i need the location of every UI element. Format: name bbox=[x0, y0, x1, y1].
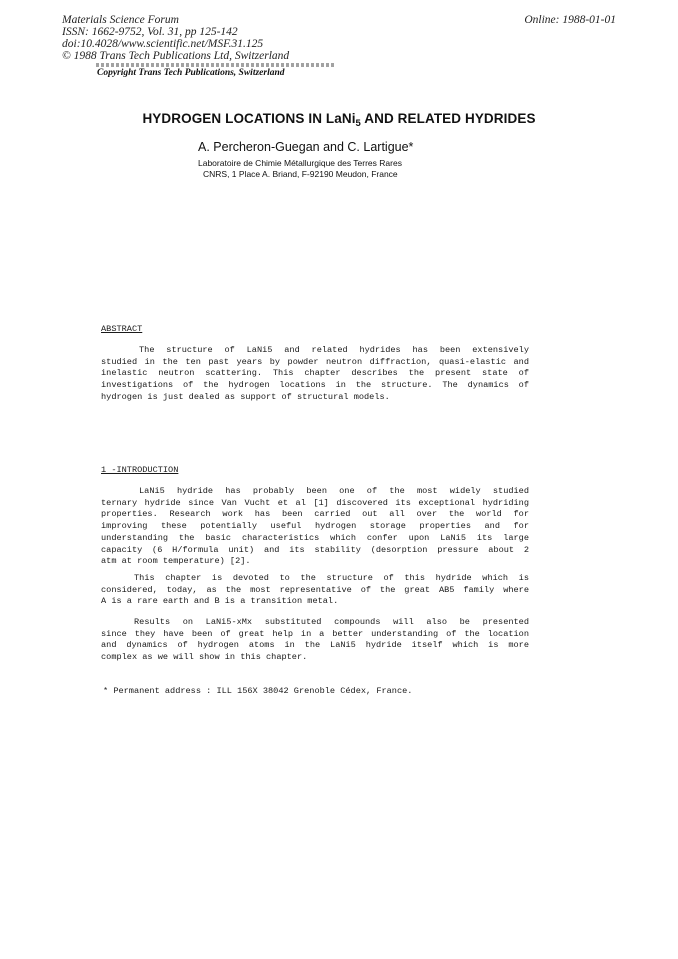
intro-line: ternary hydride since Van Vucht et al [1] discovered its exceptional hydriding bbox=[101, 497, 529, 508]
intro-line: LaNi5 hydride has probably been one of the most widely studied bbox=[139, 486, 529, 496]
affiliation bbox=[198, 158, 458, 180]
title-subscript: 5 bbox=[355, 118, 361, 129]
authors: A. Percheron-Guegan and C. Lartigue* bbox=[198, 140, 414, 154]
introduction-heading: 1 -INTRODUCTION bbox=[101, 465, 179, 475]
intro-line: capacity (6 H/formula unit) and its stability (desorption pressure about 2 bbox=[101, 544, 529, 555]
abstract-line: studied in the ten past years by powder neutron diffraction, quasi-elastic and bbox=[101, 356, 529, 367]
online-date: Online: 1988-01-01 bbox=[524, 14, 616, 26]
abstract-line: hydrogen is just dealed as support of structural models. bbox=[101, 391, 390, 402]
scan-artifact-line bbox=[96, 63, 336, 67]
journal-meta bbox=[62, 14, 582, 62]
publisher-copyright: © 1988 Trans Tech Publications Ltd, Switzerland bbox=[62, 50, 290, 62]
footnote: * Permanent address : ILL 156X 38042 Grenoble Cédex, France. bbox=[103, 686, 413, 696]
issn-line: ISSN: 1662-9752, Vol. 31, pp 125-142 bbox=[62, 26, 238, 38]
abstract-line: inelastic neutron scattering. This chapter describes the present state of bbox=[101, 368, 529, 379]
intro-line: A is a rare earth and B is a transition metal. bbox=[101, 596, 339, 607]
intro-paragraph-2 bbox=[101, 573, 529, 608]
intro-paragraph-3 bbox=[101, 617, 529, 664]
abstract-line: The structure of LaNi5 and related hydrides has been extensively bbox=[139, 345, 529, 355]
intro-line: This chapter is devoted to the structure of this hydride which is bbox=[134, 573, 529, 583]
intro-line: since they have been of great help in a better understanding of the location bbox=[101, 628, 529, 639]
intro-paragraph-1 bbox=[101, 486, 529, 568]
abstract-heading: ABSTRACT bbox=[101, 324, 143, 334]
intro-line: understanding the basic characteristics which confer upon LaNi5 its large bbox=[101, 532, 529, 543]
affiliation-line-2: CNRS, 1 Place A. Briand, F-92190 Meudon, France bbox=[203, 169, 398, 179]
intro-line: improving these potentially useful hydrogen storage properties and for bbox=[101, 521, 529, 532]
abstract-line: investigations of the hydrogen locations in the structure. The dynamics of bbox=[101, 380, 529, 391]
journal-name: Materials Science Forum bbox=[62, 14, 179, 26]
intro-line: considered, today, as the most representative of the great AB5 family where bbox=[101, 584, 529, 595]
paper-title bbox=[0, 111, 678, 129]
title-suffix: AND RELATED HYDRIDES bbox=[360, 111, 536, 126]
intro-line: atm at room temperature) [2]. bbox=[101, 556, 251, 567]
intro-line: properties. Research work has been carried out all over the world for bbox=[101, 509, 529, 520]
intro-line: and dynamics of hydrogen atoms in the LaNi5 hydride itself which is more bbox=[101, 640, 529, 651]
intro-line: Results on LaNi5-xMx substituted compounds will also be presented bbox=[134, 617, 529, 627]
abstract-body bbox=[101, 345, 529, 404]
affiliation-line-1: Laboratoire de Chimie Métallurgique des Terres Rares bbox=[198, 158, 402, 168]
intro-line: complex as we will show in this chapter. bbox=[101, 652, 308, 663]
title-prefix: HYDROGEN LOCATIONS IN LaNi bbox=[142, 111, 356, 126]
copyright-line: Copyright Trans Tech Publications, Switzerland bbox=[97, 68, 285, 78]
doi-line: doi:10.4028/www.scientific.net/MSF.31.125 bbox=[62, 38, 264, 50]
